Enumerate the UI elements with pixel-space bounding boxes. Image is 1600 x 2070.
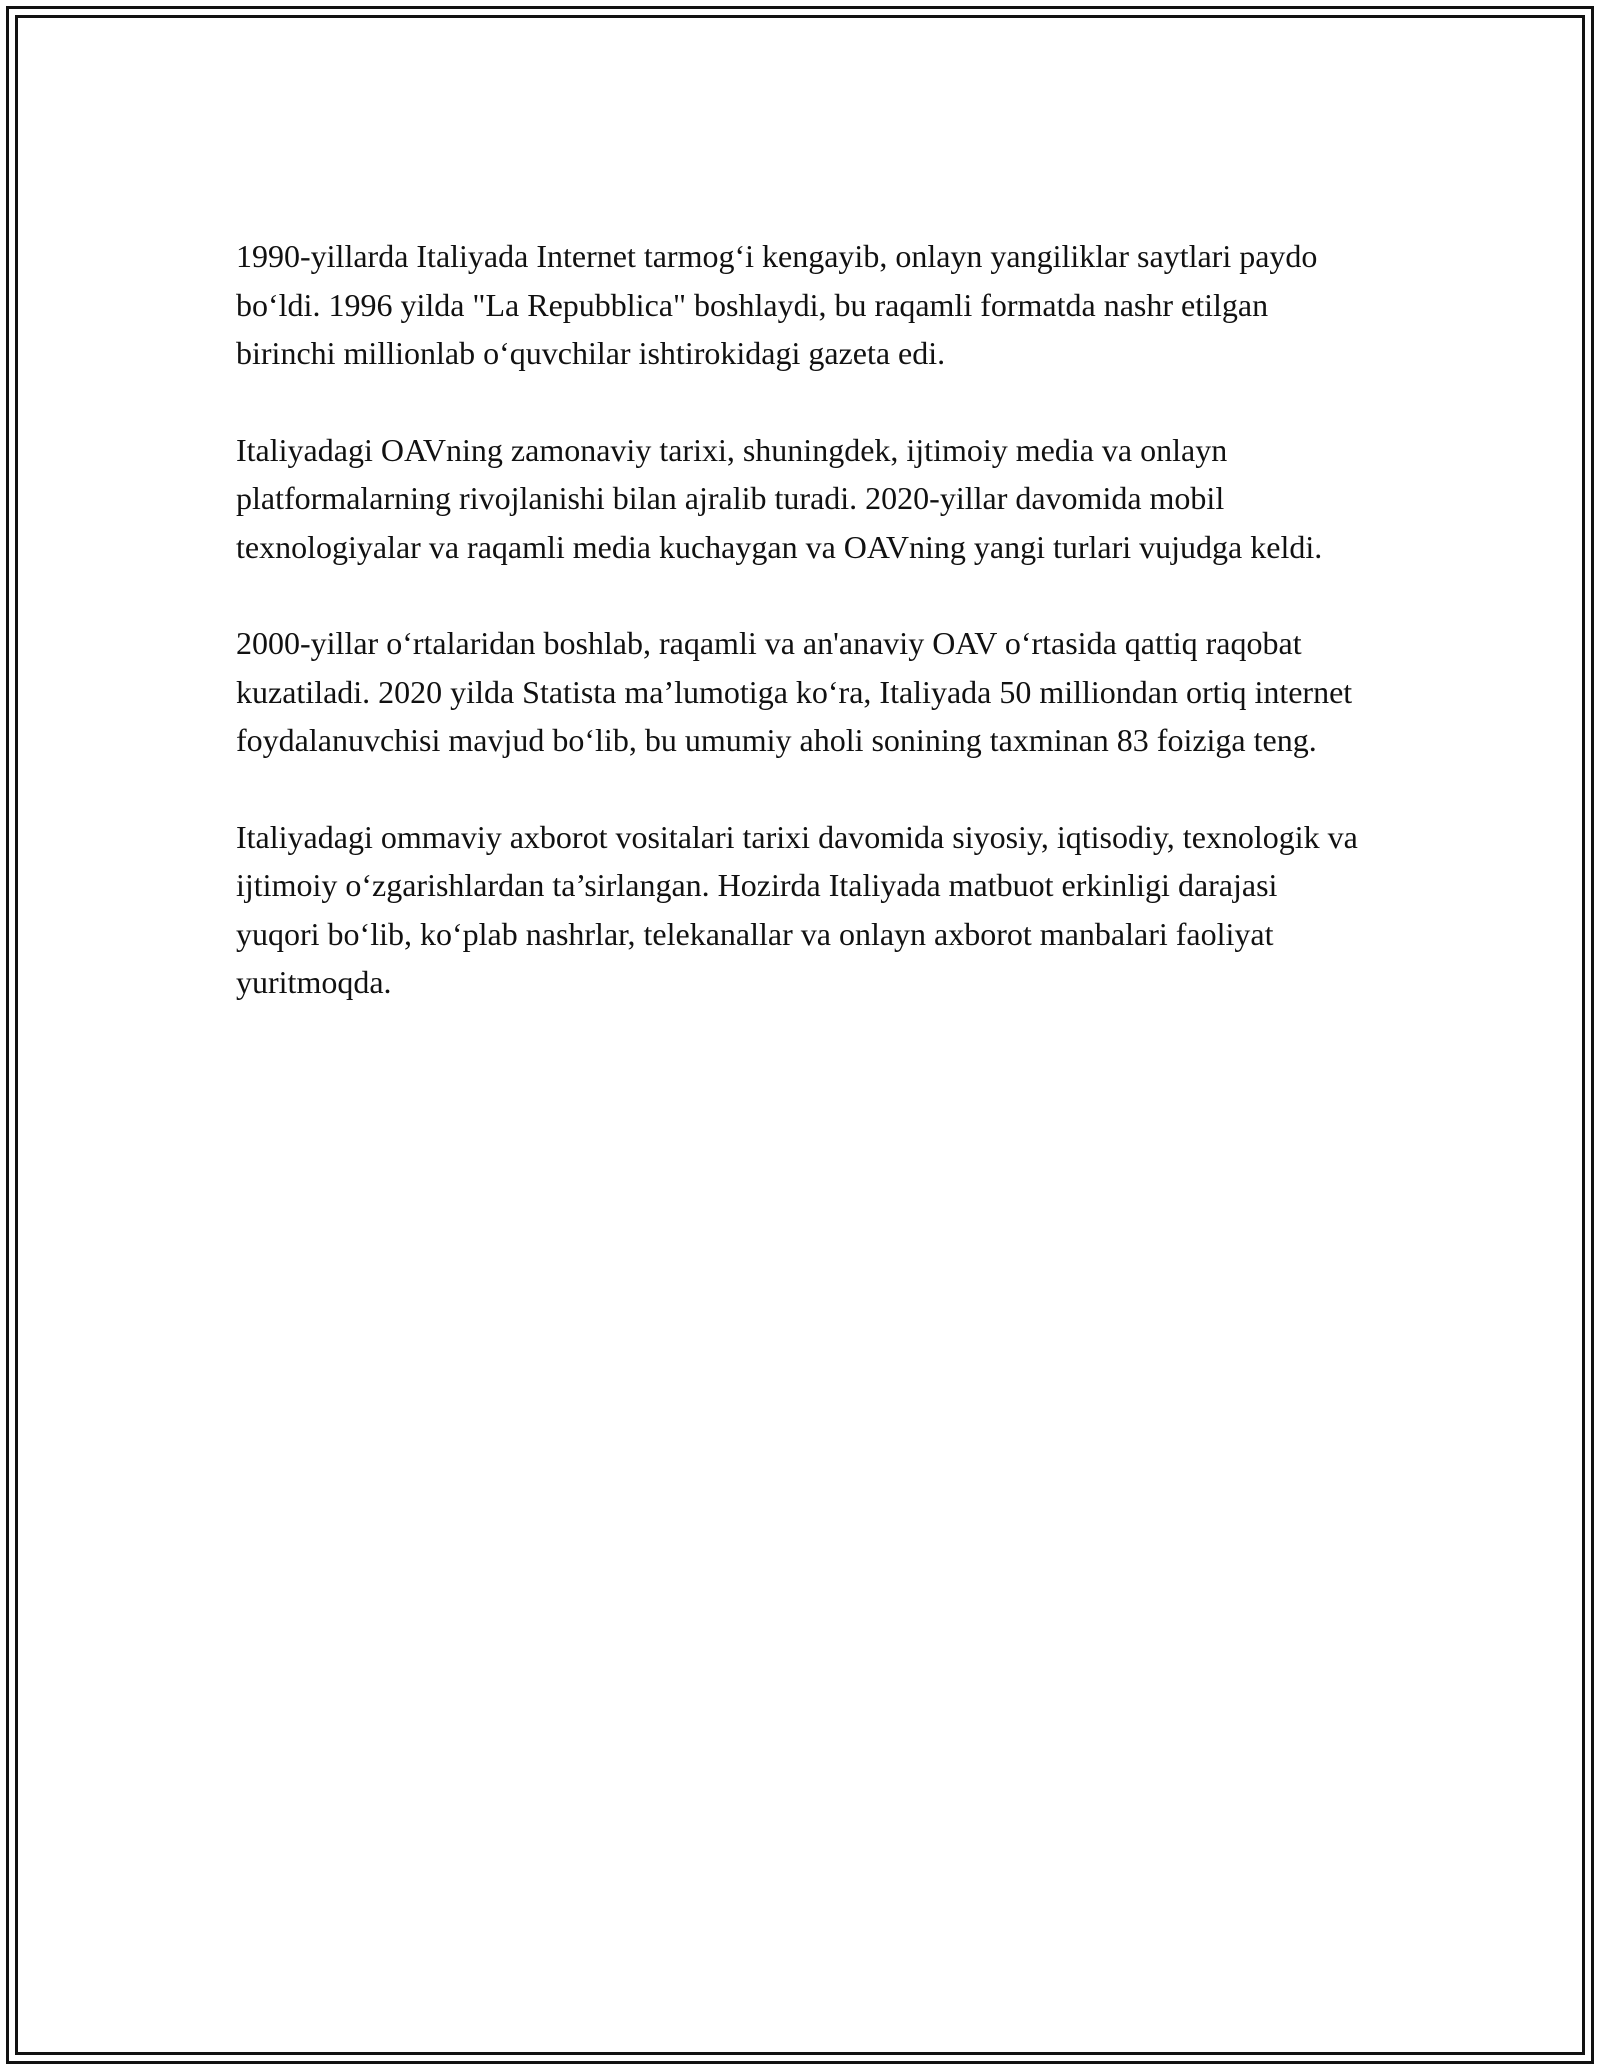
paragraph-3: 2000-yillar o‘rtalaridan boshlab, raqamli va an'anaviy OAV o‘rtasida qattiq raqobat kuzatiladi. 2020 yilda Statista ma’lumotiga ko‘ra, Italiyada 50 milliondan ortiq internet foydalanuvchisi mavjud bo‘lib, bu umumiy aholi sonining taxminan 83 foiziga teng. <box>236 625 1353 758</box>
document-body <box>236 232 1366 1055</box>
paragraph-1: 1990-yillarda Italiyada Internet tarmog‘i kengayib, onlayn yangiliklar saytlari paydo bo‘ldi. 1996 yilda "La Repubblica" boshlaydi, bu raqamli formatda nashr etilgan birinchi millionlab o‘quvchilar ishtirokidagi gazeta edi. <box>236 238 1318 371</box>
paragraph-4: Italiyadagi ommaviy axborot vositalari tarixi davomida siyosiy, iqtisodiy, texnologik va ijtimoiy o‘zgarishlardan ta’sirlangan. Hozirda Italiyada matbuot erkinligi darajasi yuqori bo‘lib, ko‘plab nashrlar, telekanallar va onlayn axborot manbalari faoliyat yuritmoqda. <box>236 818 1358 1000</box>
paragraph-2: Italiyadagi OAVning zamonaviy tarixi, shuningdek, ijtimoiy media va onlayn platformalarning rivojlanishi bilan ajralib turadi. 2020-yillar davomida mobil texnologiyalar va raqamli media kuchaygan va OAVning yangi turlari vujudga keldi. <box>236 431 1323 565</box>
